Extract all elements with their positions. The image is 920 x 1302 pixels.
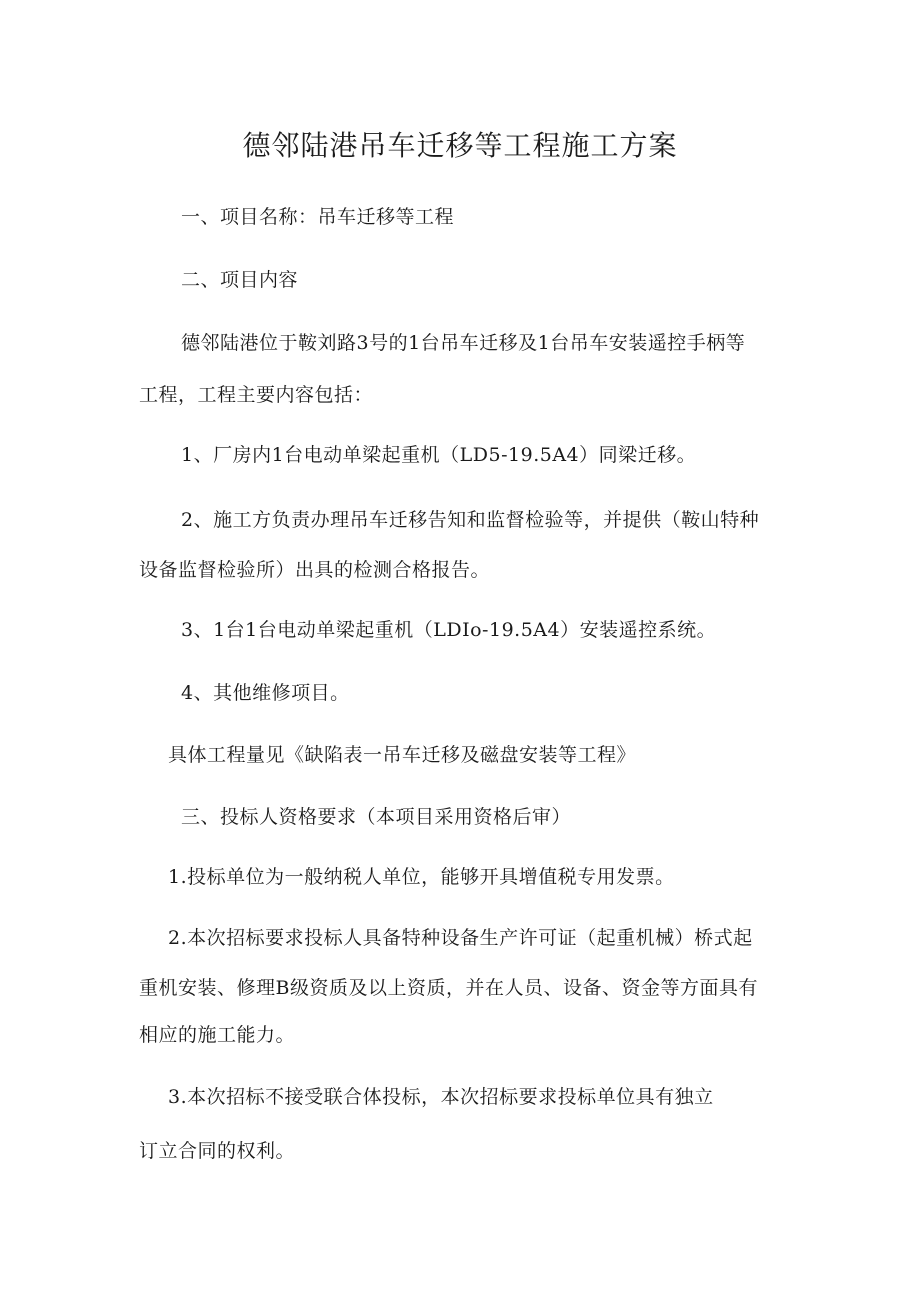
qualification-3-line-2: 订立合同的权利。 bbox=[139, 1140, 296, 1162]
section-1-project-name: 一、项目名称：吊车迁移等工程 bbox=[181, 206, 455, 228]
qualification-2-line-1: 2.本次招标要求投标人具备特种设备生产许可证（起重机械）桥式起 bbox=[168, 927, 753, 949]
qualification-2-line-2: 重机安装、修理B级资质及以上资质，并在人员、设备、资金等方面具有 bbox=[139, 977, 758, 999]
qualification-3-line-1: 3.本次招标不接受联合体投标，本次招标要求投标单位具有独立 bbox=[168, 1086, 714, 1108]
content-paragraph-line-2: 工程，工程主要内容包括： bbox=[139, 384, 374, 406]
content-item-4: 4、其他维修项目。 bbox=[181, 682, 350, 704]
section-2-heading: 二、项目内容 bbox=[181, 269, 299, 291]
content-item-1: 1、厂房内1台电动单梁起重机（LD5-19.5A4）同梁迁移。 bbox=[181, 444, 697, 466]
content-item-3: 3、1台1台电动单梁起重机（LDIo-19.5A4）安装遥控系统。 bbox=[181, 619, 717, 641]
qualification-2-line-3: 相应的施工能力。 bbox=[139, 1024, 296, 1046]
document-title: 德邻陆港吊车迁移等工程施工方案 bbox=[242, 129, 678, 162]
content-item-2-line-2: 设备监督检验所）出具的检测合格报告。 bbox=[139, 559, 491, 581]
qualification-1: 1.投标单位为一般纳税人单位，能够开具增值税专用发票。 bbox=[168, 866, 675, 888]
content-paragraph-line-1: 德邻陆港位于鞍刘路3号的1台吊车迁移及1台吊车安装遥控手柄等 bbox=[181, 332, 746, 354]
quantity-reference: 具体工程量见《缺陷表一吊车迁移及磁盘安装等工程》 bbox=[168, 744, 637, 766]
content-item-2-line-1: 2、施工方负责办理吊车迁移告知和监督检验等，并提供（鞍山特种 bbox=[181, 509, 760, 531]
section-3-heading: 三、投标人资格要求（本项目采用资格后审） bbox=[181, 806, 572, 828]
